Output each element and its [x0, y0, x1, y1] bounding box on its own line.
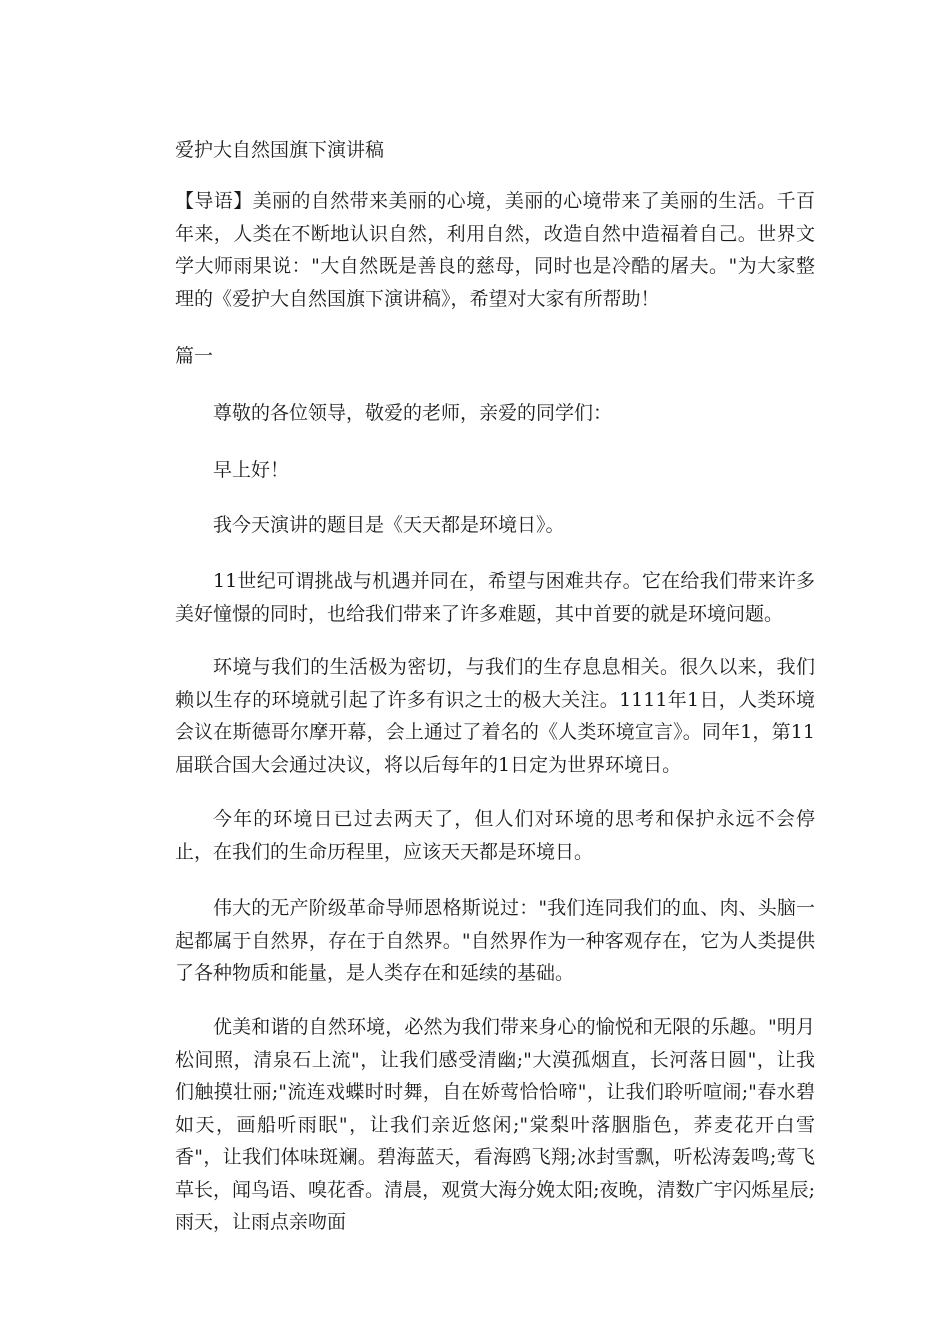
document-title: 爱护大自然国旗下演讲稿 — [175, 139, 385, 161]
intro-paragraph: 【导语】美丽的自然带来美丽的心境，美丽的心境带来了美丽的生活。千百年来，人类在不断地认识自然，利用自然，改造自然中造福着自己。世界文学大师雨果说："大自然既是善良的慈母，同时也是冷酷的屠夫。"为大家整理的《爱护大自然国旗下演讲稿》，希望对大家有所帮助！ — [175, 190, 815, 310]
body-paragraph-1: 11世纪可谓挑战与机遇并同在，希望与困难共存。它在给我们带来许多美好憧憬的同时，也给我们带来了许多难题，其中首要的就是环境问题。 — [175, 570, 815, 625]
body-paragraph-4: 伟大的无产阶级革命导师恩格斯说过："我们连同我们的血、肉、头脑一起都属于自然界，存在于自然界。"自然界作为一种客观存在，它为人类提供了各种物质和能量，是人类存在和延续的基础。 — [175, 897, 815, 984]
good-morning-line: 早上好！ — [213, 459, 290, 481]
section-heading: 篇一 — [175, 345, 214, 367]
body-paragraph-2: 环境与我们的生活极为密切，与我们的生存息息相关。很久以来，我们赖以生存的环境就引起了许多有识之士的极大关注。1111年1日，人类环境会议在斯德哥尔摩开幕，会上通过了着名的《人类环境宣言》。同年1，第11届联合国大会通过决议，将以后每年的1日定为世界环境日。 — [175, 656, 815, 776]
body-paragraph-5: 优美和谐的自然环境，必然为我们带来身心的愉悦和无限的乐趣。"明月松间照，清泉石上流"，让我们感受清幽;"大漠孤烟直，长河落日圆"，让我们触摸壮丽;"流连戏蝶时时舞，自在娇莺恰恰啼"，让我们聆听喧闹;"春水碧如天，画船听雨眠"，让我们亲近悠闲;"棠梨叶落胭脂色，荞麦花开白雪香"，让我们体味斑斓。碧海蓝天，看海鸥飞翔;冰封雪飘，听松涛轰鸣;莺飞草长，闻鸟语、嗅花香。清晨，观赏大海分娩太阳;夜晚，清数广宇闪烁星辰;雨天，让雨点亲吻面 — [175, 1016, 815, 1233]
topic-line: 我今天演讲的题目是《天天都是环境日》。 — [213, 514, 565, 536]
greeting-line: 尊敬的各位领导，敬爱的老师，亲爱的同学们： — [213, 402, 613, 424]
body-paragraph-3: 今年的环境日已过去两天了，但人们对环境的思考和保护永远不会停止，在我们的生命历程里，应该天天都是环境日。 — [175, 808, 815, 863]
